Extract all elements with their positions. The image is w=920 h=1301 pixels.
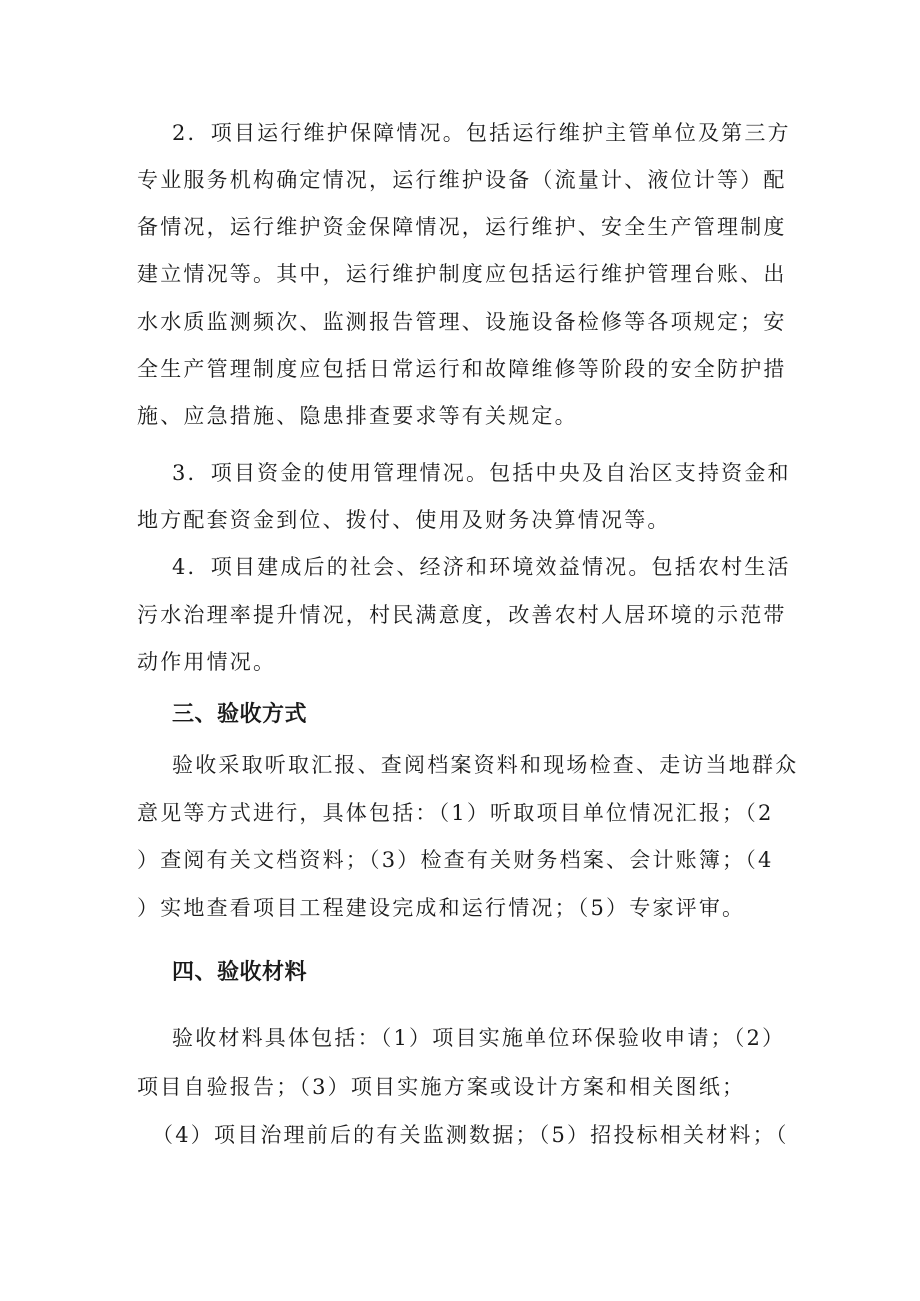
section-heading-acceptance-method: 三、验收方式 <box>172 702 308 727</box>
paragraph-item2-line-3: 备情况，运行维护资金保障情况，运行维护、安全生产管理制度 <box>137 215 787 239</box>
paragraph-section4-line-1: 验收材料具体包括：（1）项目实施单位环保验收申请；（2） <box>172 1026 786 1050</box>
paragraph-item2-line-7: 施、应急措施、隐患排查要求等有关规定。 <box>137 404 578 428</box>
paragraph-item3-line-1: 3．项目资金的使用管理情况。包括中央及自治区支持资金和 <box>172 461 791 485</box>
paragraph-item2-line-2: 专业服务机构确定情况，运行维护设备（流量计、液位计等）配 <box>137 168 787 192</box>
paragraph-section3-line-3: ）查阅有关文档资料；（3）检查有关财务档案、会计账簿；（4 <box>137 848 774 872</box>
paragraph-item2-line-4: 建立情况等。其中，运行维护制度应包括运行维护管理台账、出 <box>137 262 787 286</box>
paragraph-item2-line-5: 水水质监测频次、监测报告管理、设施设备检修等各项规定；安 <box>137 310 787 334</box>
paragraph-section4-line-2: 项目自验报告；（3）项目实施方案或设计方案和相关图纸； <box>137 1075 746 1099</box>
paragraph-item4-line-1: 4．项目建成后的社会、经济和环境效益情况。包括农村生活 <box>172 555 791 579</box>
paragraph-item2-line-1: 2．项目运行维护保障情况。包括运行维护主管单位及第三方 <box>172 121 791 145</box>
paragraph-item3-line-2: 地方配套资金到位、拨付、使用及财务决算情况等。 <box>137 508 671 532</box>
paragraph-section4-line-3: （4）项目治理前后的有关监测数据；（5）招投标相关材料；（ <box>152 1123 789 1147</box>
paragraph-item2-line-6: 全生产管理制度应包括日常运行和故障维修等阶段的安全防护措 <box>137 357 787 381</box>
paragraph-item4-line-3: 动作用情况。 <box>137 650 277 674</box>
paragraph-item4-line-2: 污水治理率提升情况，村民满意度，改善农村人居环境的示范带 <box>137 603 787 627</box>
paragraph-section3-line-2: 意见等方式进行，具体包括：（1）听取项目单位情况汇报；（2 <box>137 801 774 825</box>
section-heading-acceptance-materials: 四、验收材料 <box>172 960 308 985</box>
paragraph-section3-line-1: 验收采取听取汇报、查阅档案资料和现场检查、走访当地群众 <box>172 753 799 777</box>
paragraph-section3-line-4: ）实地查看项目工程建设完成和运行情况；（5）专家评审。 <box>137 896 746 920</box>
